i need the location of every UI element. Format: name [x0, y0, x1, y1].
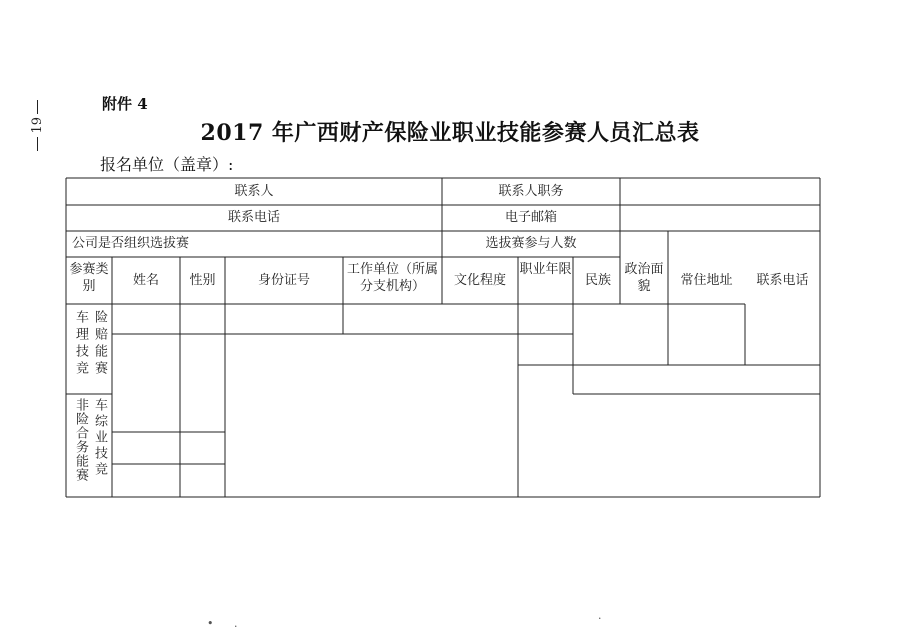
- document-title: 2017 年广西财产保险业职业技能参赛人员汇总表: [200, 120, 700, 146]
- unit-label: 报名单位（盖章）:: [100, 155, 234, 174]
- attachment-label: 附件 4: [102, 95, 148, 113]
- contact-phone-label: 联系电话: [227, 210, 280, 225]
- page-number-text: 19: [29, 117, 45, 134]
- header-address: 常住地址: [680, 273, 733, 288]
- contact-position-label: 联系人职务: [498, 184, 564, 199]
- header-work-unit: 工作单位（所属分支机构）: [346, 262, 438, 294]
- category-2-col-2: 车综业技竞: [92, 398, 107, 478]
- header-category: 参赛类别: [69, 262, 109, 294]
- scan-speck: •: [207, 617, 214, 630]
- category-1-col-1: 车理技竞: [73, 310, 88, 378]
- header-political-status: 政治面貌: [624, 262, 664, 294]
- header-id-number: 身份证号: [257, 273, 310, 288]
- email-label: 电子邮箱: [504, 210, 557, 225]
- header-contact-phone: 联系电话: [756, 273, 809, 288]
- scan-speck: ·: [234, 620, 238, 633]
- category-2-col-1: 非险合务能赛: [73, 398, 88, 482]
- selection-question-label: 公司是否组织选拔赛: [72, 236, 190, 251]
- header-gender: 性别: [189, 273, 216, 288]
- header-ethnicity: 民族: [584, 273, 611, 288]
- header-job-years: 职业年限: [519, 262, 572, 277]
- scan-speck: ·: [598, 612, 602, 625]
- header-name: 姓名: [132, 273, 159, 288]
- category-1-col-2: 险赔能赛: [92, 310, 107, 378]
- contact-person-label: 联系人: [234, 184, 274, 199]
- selection-participants-label: 选拔赛参与人数: [485, 236, 577, 251]
- header-education: 文化程度: [453, 273, 506, 288]
